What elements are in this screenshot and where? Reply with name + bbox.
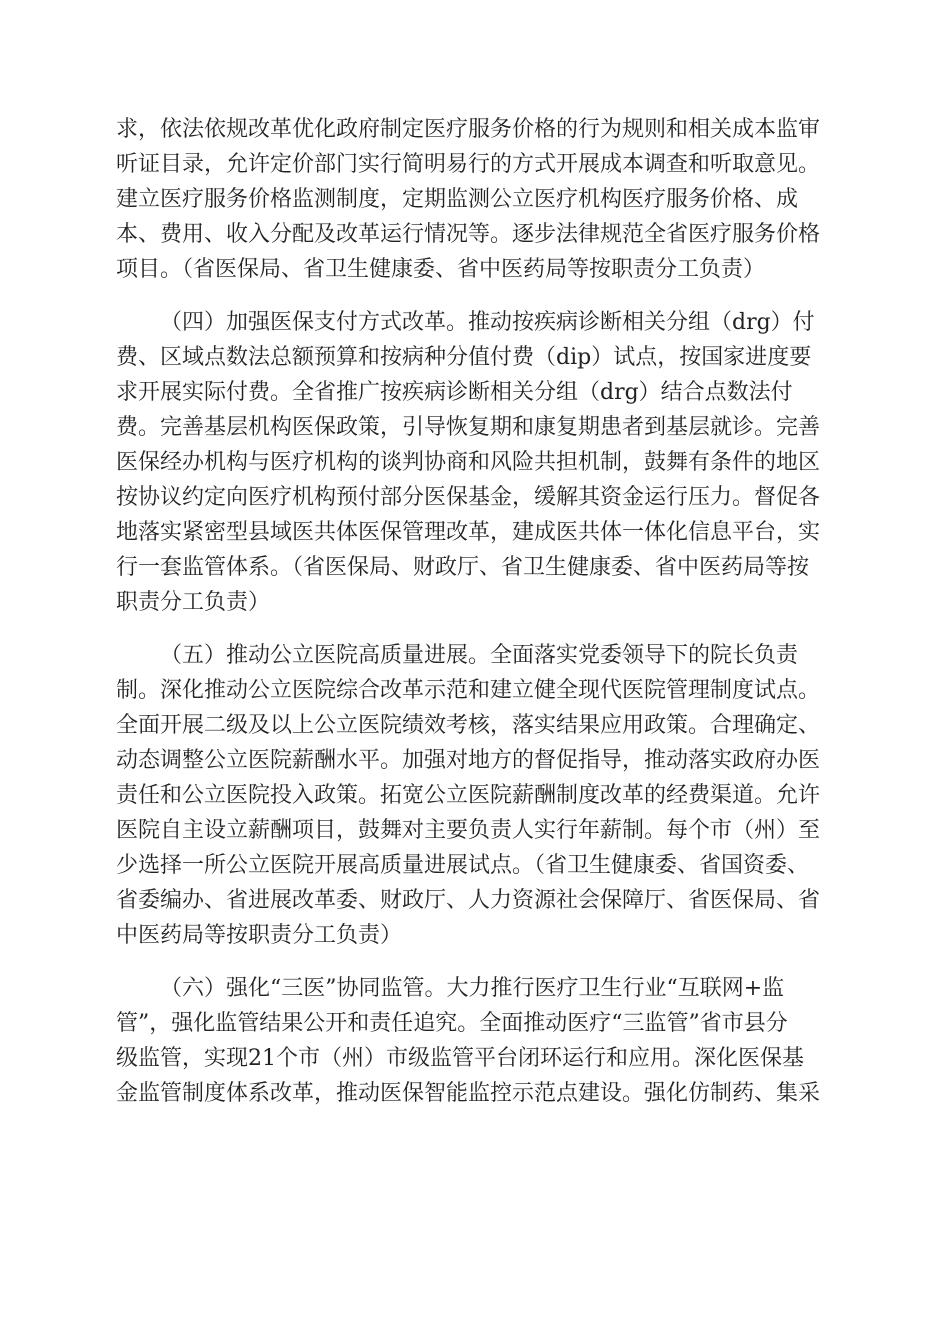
text-line: 行一套监管体系。（省医保局、财政厅、省卫生健康委、省中医药局等按 [116, 555, 810, 580]
text-line: 求，依法依规改革优化政府制定医疗服务价格的行为规则和相关成本监审 [116, 117, 821, 142]
text-line: 责任和公立医院投入政策。拓宽公立医院薪酬制度改革的经费渠道。允许 [116, 783, 821, 808]
text-line: （六）强化“三医”协同监管。大力推行医疗卫生行业“互联网+监 [160, 976, 785, 1001]
paragraph-price-regulation-continued [116, 112, 836, 287]
text-line: 制。深化推动公立医院综合改革示范和建立健全现代医院管理制度试点。 [116, 678, 821, 703]
text-line: 级监管，实现21个市（州）市级监管平台闭环运行和应用。深化医保基 [116, 1046, 804, 1071]
text-line: （四）加强医保支付方式改革。推动按疾病诊断相关分组（drg）付 [160, 310, 815, 335]
text-line: 金监管制度体系改革，推动医保智能监控示范点建设。强化仿制药、集采 [116, 1081, 821, 1106]
text-line: 中医药局等按职责分工负责） [116, 923, 403, 948]
text-line: 费。完善基层机构医保政策，引导恢复期和康复期患者到基层就诊。完善 [116, 415, 821, 440]
text-line: （五）推动公立医院高质量进展。全面落实党委领导下的院长负责 [160, 643, 799, 668]
text-line: 医院自主设立薪酬项目，鼓舞对主要负责人实行年薪制。每个市（州）至 [116, 818, 821, 843]
paragraph-section-5 [116, 638, 836, 953]
paragraph-section-6 [116, 971, 836, 1111]
text-line: 医保经办机构与医疗机构的谈判协商和风险共担机制，鼓舞有条件的地区 [116, 450, 821, 475]
text-line: 动态调整公立医院薪酬水平。加强对地方的督促指导，推动落实政府办医 [116, 748, 821, 773]
text-line: 管”，强化监管结果公开和责任追究。全面推动医疗“三监管”省市县分 [116, 1011, 788, 1036]
text-line: 本、费用、收入分配及改革运行情况等。逐步法律规范全省医疗服务价格 [116, 222, 821, 247]
text-line: 少选择一所公立医院开展高质量进展试点。（省卫生健康委、省国资委、 [116, 853, 810, 878]
text-line: 职责分工负责） [116, 590, 271, 615]
document-body [116, 112, 836, 1111]
paragraph-spacer [116, 287, 836, 305]
text-line: 按协议约定向医疗机构预付部分医保基金，缓解其资金运行压力。督促各 [116, 485, 821, 510]
paragraph-spacer [116, 620, 836, 638]
text-line: 项目。（省医保局、省卫生健康委、省中医药局等按职责分工负责） [116, 257, 766, 282]
text-line: 听证目录，允许定价部门实行简明易行的方式开展成本调查和听取意见。 [116, 152, 821, 177]
text-line: 省委编办、省进展改革委、财政厅、人力资源社会保障厅、省医保局、省 [116, 888, 821, 913]
text-line: 求开展实际付费。全省推广按疾病诊断相关分组（drg）结合点数法付 [116, 380, 793, 405]
paragraph-section-4 [116, 305, 836, 620]
paragraph-spacer [116, 953, 836, 971]
text-line: 地落实紧密型县域医共体医保管理改革，建成医共体一体化信息平台，实 [116, 520, 821, 545]
text-line: 建立医疗服务价格监测制度，定期监测公立医疗机构医疗服务价格、成 [116, 187, 799, 212]
text-line: 全面开展二级及以上公立医院绩效考核，落实结果应用政策。合理确定、 [116, 713, 821, 738]
text-line: 费、区域点数法总额预算和按病种分值付费（dip）试点，按国家进度要 [116, 345, 812, 370]
